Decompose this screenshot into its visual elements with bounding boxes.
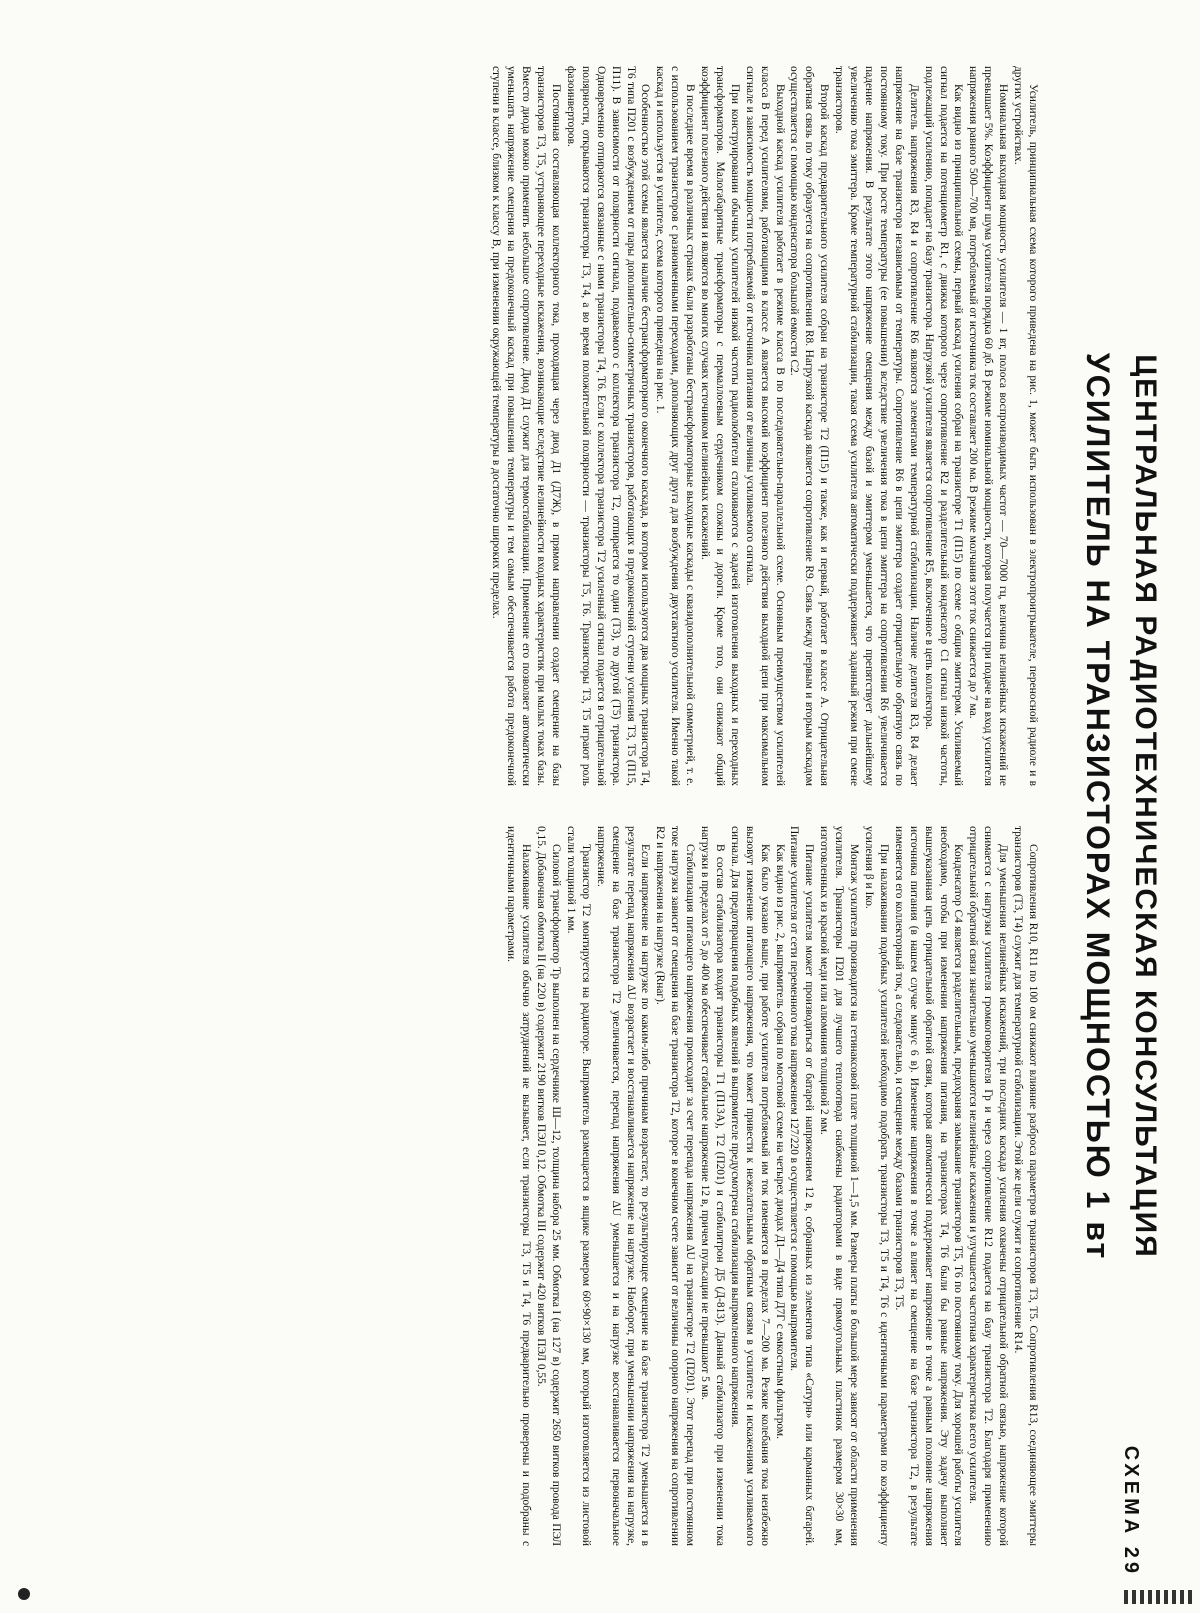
paragraph: Как видно из принципиальной схемы, первый каскад усиления собран на транзисторе T1 (П15) по схеме с общим эмиттером. Усиливаемый сигнал подается на потенциометр R1, с движка которого через сопротивление R2 и разделительный конденсатор C1 сигнал низкой частоты, подлежащий усилению, попадает на базу транзистора. Нагрузкой усилителя является сопротивление R5, включенное в цепь коллектора.	[922, 66, 965, 786]
page-supertitle: ЦЕНТРАЛЬНАЯ РАДИОТЕХНИЧЕСКАЯ КОНСУЛЬТАЦИЯ	[1129, 354, 1162, 1259]
paragraph: В последнее время в различных странах были разработаны бестрансформаторные выходные каскады с квазидополнительной симметрией, т. е. с использованием транзисторов с разноименными переходами, дополняющих друг друга для возбуждения двухтактного усилителя. Именно такой каскад и используется в усилителе, схема которого приведена на рис. 1.	[654, 66, 697, 786]
paragraph: Как было указано выше, при работе усилителя потребляемый им ток изменяется в пределах 7—200 ма. Резкие колебания тока неизбежно вызовут изменение питающего напряжения, что может привести к нежелательным обратным связям в усилителе и искажениям усиливаемого сигнала. Для предотвращения подобных явлений в выпрямителе предусмотрена стабилизация выпрямленного напряжения.	[728, 826, 771, 1546]
paragraph: При конструировании обычных усилителей низкой частоты радиолюбители сталкиваются с задачей изготовления выходных и переходных трансформаторов. Малогабаритные трансформаторы с пермаллоевым сердечником сложны и дороги. Кроме того, они снижают общий коэффициент полезного действия и являются во многих случаях источником нелинейных искажений.	[699, 66, 741, 786]
paragraph: Налаживание усилителя обычно затруднений не вызывает, если транзисторы T3, T5 и T4, T6 предварительно проверены и подобраны с идентичными параметрами.	[505, 826, 533, 1546]
punch-hole-mark	[18, 1588, 30, 1600]
paragraph: При налаживании подобных усилителей необходимо подобрать транзисторы T3, T5 и T4, T6 с идентичными параметрами по коэффициенту усиления β и Iко.	[863, 826, 890, 1546]
paragraph: Монтаж усилителя производится на гетинаксовой плате толщиной 1—1,5 мм. Размеры платы в большой мере зависят от области применения усилителя. Транзисторы П201 для лучшего теплоотвода снабжены радиаторами в виде прямоугольных пластинок размером 30×30 мм, изготовленных из красной меди или алюминия толщиной 2 мм.	[818, 826, 861, 1546]
paragraph: Делитель напряжения R3, R4 и сопротивление R6 являются элементами температурной стабилизации. Наличие делителя R3, R4 делает напряжение на базе транзистора независимым от температуры. Сопротивление R6 в цепи эмиттера создает отрицательную обратную связь по постоянному току. При росте температуры (ее повышении) вследствие увеличения тока в цепи эмиттера на сопротивлении R6 увеличивается падение напряжения. В результате этого напряжение смещения между базой и эмиттером уменьшается, что препятствует дальнейшему увеличению тока эмиттера. Кроме температурной стабилизации, такая схема усилителя автоматически поддерживает заданный режим при смене транзисторов.	[833, 66, 920, 786]
paragraph: Питание усилителя может производиться от батарей напряжением 12 в, собранных из элементов типа «Сатурн» или карманных батарей. Питание усилителя от сети переменного тока напряжением 127/220 в осуществляется с помощью выпрямителя.	[788, 826, 816, 1546]
paragraph: Усилитель, принципиальная схема которого приведена на рис. 1, может быть использован в электропроигрывателе, переносной радиоле и в других устройствах.	[1012, 66, 1039, 786]
paragraph: Конденсатор C4 является разделительным, предохраняя замыкание транзисторов T5, T6 по постоянному току. Для хорошей работы усилителя необходимо, чтобы при изменении напряжения питания, на транзисторах T4, T6 были бы равные напряжения. Эту задачу выполняет вышеуказанная цепь отрицательной обратной связи, которая автоматически поддерживает напряжение в точке а равным половине напряжения источника питания (в нашем случае минус 6 в). Изменение напряжения в точке а влияет на смещение на базе транзистора T2, в результате изменяется его коллекторный ток, а следовательно, и смещение между базами транзисторов T3, T5.	[892, 826, 965, 1546]
paragraph: Особенностью этой схемы является наличие бестрансформаторного оконечного каскада, в котором используются два мощных транзистора T4, T6 типа П201 с возбуждением от пары дополнительно-симметричных транзисторов, работающих в предоконечной ступени усиления T3, T5 (П15, П11). В зависимости от полярности сигнала, подаваемого с коллектора транзистора T2, отпирается то один (T3), то другой (T5) транзистора. Одновременно отпираются связанные с ними транзисторы T4, T6. Если с коллектора транзистора T2 усиленный сигнал подается в отрицательной полярности, открываются транзисторы T3, T4, а во время положительной полярности — транзисторы T5, T6. Транзисторы T3, T5 играют роль фазоинверторов.	[564, 66, 652, 786]
paragraph: Как видно из рис. 2, выпрямитель собран по мостовой схеме на четырех диодах Д1—Д4 типа Д7Г с емкостным фильтром.	[773, 844, 786, 1439]
paragraph: Номинальная выходная мощность усилителя — 1 вт, полоса воспроизводимых частот — 70—7000 гц, величина нелинейных искажений не превышает 5%. Коэффициент шума усилителя порядка 60 дб. В режиме номинальной мощности, которая получается при подаче на вход усилителя напряжения равного 500—700 мв, потребляемый от источника ток составляет 200 ма. В режиме молчания этот ток снижается до 7 ма.	[967, 66, 1010, 786]
paragraph: Постоянная составляющая коллекторного тока, проходящая через диод Д1 (Д7Ж), в прямом направлении создает смещение на базы транзисторов T3, T5, устраняющее переходные искажения, возникающие вследствие нелинейности входных характеристик при малых токах базы. Вместо диода можно применить небольшое сопротивление. Диод Д1 служит для термостабилизации. Применение его позволяет автоматически уменьшать напряжение смещения на предоконечный каскад при повышении температуры и тем самым обеспечивается работа предоконечной ступени в классе, близком к классу В, при изменении окружающей температуры в достаточно широких пределах.	[490, 66, 562, 786]
page-title: УСИЛИТЕЛЬ НА ТРАНЗИСТОРАХ МОЩНОСТЬЮ 1 вт	[1080, 352, 1116, 1261]
schema-number: СХЕМА 29	[1120, 1445, 1142, 1577]
paragraph: Для уменьшения нелинейных искажений, три последних каскада усиления охвачены отрицательной обратной связью, напряжение которой снимается с нагрузки усилителя громкоговорителя Гр и через сопротивление R12 подается на базу транзистора T2. Благодаря применению отрицательной обратной связи значительно уменьшаются нелинейные искажения и улучшается частотная характеристика всего усилителя.	[967, 826, 1010, 1546]
paragraph: Стабилизация питающего напряжения происходит за счет перепада напряжения ΔU на транзисторе T2 (П201). Этот перепад при постоянном токе нагрузки зависит от смещения на базе транзистора T2, которое в конечном счете зависит от величины опорного напряжения на сопротивлении R2 и напряжения на нагрузке (Rнаг).	[654, 826, 697, 1546]
right-text-column	[40, 826, 1040, 1546]
scan-edge-mark	[1122, 1590, 1192, 1604]
paragraph: Сопротивления R10, R11 по 100 ом снижают влияние разброса параметров транзисторов T3, T5. Сопротивления R13, соединяющее эмиттеры транзисторов (T3, T4) служит для температурной стабилизации. Этой же цели служит и сопротивление R14.	[1012, 826, 1039, 1546]
paragraph: Второй каскад предварительного усилителя собран на транзисторе T2 (П15) и также, как и первый, работает в классе А. Отрицательная обратная связь по току образуется на сопротивлении R8. Нагрузкой каскада является сопротивление R9. Связь между первым и вторым каскадом осуществляется с помощью конденсатора большой емкости C2.	[788, 66, 831, 786]
paragraph: Если напряжение на нагрузке по каким-либо причинам возрастает, то результирующее смещение на базе транзистора T2 уменьшается и в результате перепад напряжения ΔU возрастает и восстанавливается напряжение на нагрузке. Наоборот, при уменьшении напряжения на нагрузке, смещение на базе транзистора T2 увеличивается, перепад напряжения ΔU уменьшается и на нагрузке восстанавливается первоначальное напряжение.	[594, 826, 652, 1546]
left-text-column	[40, 66, 1040, 786]
paragraph: Транзистор T2 монтируется на радиаторе. Выпрямитель размещается в ящике размером 60×90×130 мм, который изготовляется из листовой стали толщиной 1 мм.	[564, 826, 592, 1546]
paragraph: Выходной каскад усилителя работает в режиме класса В по последовательно-параллельной схеме. Основным преимуществом усилителей класса В перед усилителями, работающими в классе А является высокий коэффициент полезного действия выходной цепи при максимальном сигнале и зависимость мощности потребляемой от источника питания от величины усиливаемого сигнала.	[743, 66, 786, 786]
paragraph: Силовой трансформатор Тр выполнен на сердечнике Ш—12, толщина набора 25 мм. Обмотка I (на 127 в) содержит 2650 витков провода ПЭЛ 0,15. Добавочная обмотка II (на 220 в) содержит 2190 витков ПЭЛ 0,12. Обмотка III содержит 420 витков ПЭЛ 0,55.	[535, 826, 562, 1546]
paragraph: В состав стабилизатора входят транзисторы T1 (П13А), T2 (П201) и стабилитрон Д5 (Д-813). Данный стабилизатор при изменении тока нагрузки в пределах от 5 до 400 ма обеспечивает стабильное напряжение 12 в, причем пульсации не превышают 5 мв.	[699, 826, 726, 1546]
